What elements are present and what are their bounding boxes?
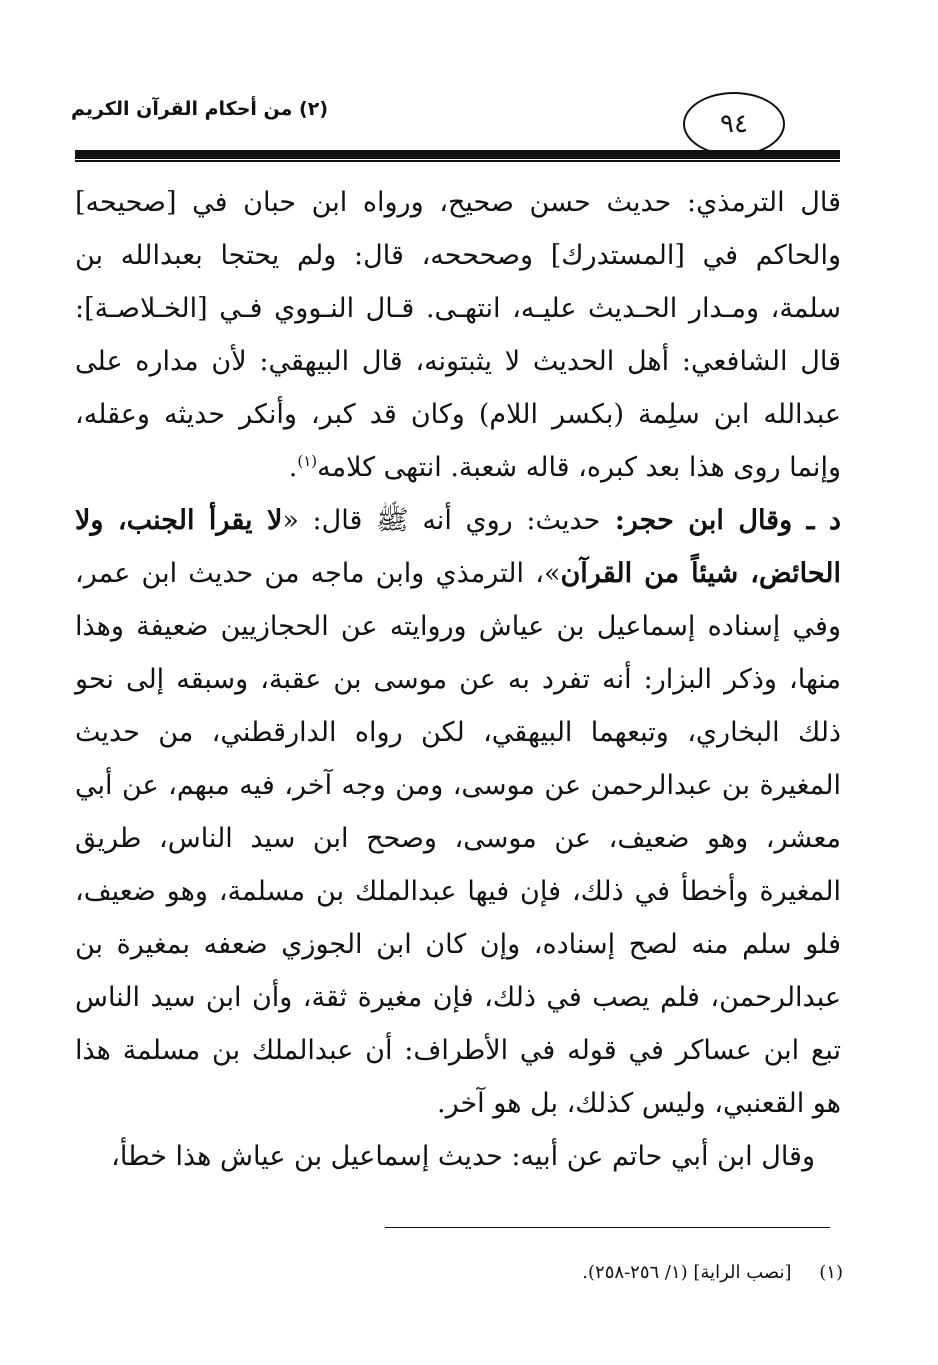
- paragraph: [75, 176, 841, 494]
- text-run: وقال ابن أبي حاتم عن أبيه: حديث إسماعيل بن عياش هذا خطأ،: [111, 1141, 815, 1172]
- paragraph: [75, 1130, 841, 1183]
- body-text: [75, 176, 841, 1183]
- header-rule-thick: [75, 150, 840, 159]
- footnote: [582, 1262, 843, 1283]
- footnote-text: [نصب الراية] (١/ ٢٥٦-٢٥٨).: [582, 1262, 792, 1283]
- footnote-reference: (١): [297, 452, 318, 470]
- text-run: .: [288, 452, 298, 483]
- page-header: [0, 0, 938, 170]
- page-number: ٩٤: [683, 92, 785, 156]
- text-run: قال الترمذي: حديث حسن صحيح، ورواه ابن حبان في [صحيحه] والحاكم في [المستدرك] وصحححه، قال: ولم يحتجا بعبدالله بن سلمة، ومـدار الحـديث عليـه، انتهـى. قـال النـووي فـي [الخـلاصـة]: قال الشافعي: أهل الحديث لا يثبتونه، قال البيهقي: لأن مداره على عبدالله ابن سلِمة (بكسر اللام) وكان قد كبر، وأنكر حديثه وعقله، وإنما روى هذا بعد كبره، قاله شعبة. انتهى كلامه: [75, 187, 841, 483]
- paragraph: [75, 494, 841, 1130]
- footnote-separator: [385, 1227, 830, 1228]
- header-rule-thin: [75, 160, 840, 162]
- bold-text: لا يقرأ الجنب، ولا الحائض، شيئاً من القرآن: [75, 505, 841, 589]
- footnote-number: (١): [819, 1262, 843, 1283]
- text-run: حديث: روي أنه ﷺ قال: «: [282, 505, 601, 536]
- text-run: »، الترمذي وابن ماجه من حديث ابن عمر، وفي إسناده إسماعيل بن عياش وروايته عن الحجازيين ضعيفة وهذا منها، وذكر البزار: أنه تفرد به عن موسى بن عقبة، وسبقه إلى نحو ذلك البخاري، وتبعهما البيهقي، لكن رواه الدارقطني، من حديث المغيرة بن عبدالرحمن عن موسى، ومن وجه آخر، فيه مبهم، عن أبي معشر، وهو ضعيف، عن موسى، وصحح ابن سيد الناس، طريق المغيرة وأخطأ في ذلك، فإن فيها عبدالملك بن مسلمة، وهو ضعيف، فلو سلم منه لصح إسناده، وإن كان ابن الجوزي ضعفه بمغيرة بن عبدالرحمن، فلم يصب في ذلك، فإن مغيرة ثقة، وأن ابن سيد الناس تبع ابن عساكر في قوله في الأطراف: أن عبدالملك بن مسلمة هذا هو القعنبي، وليس كذلك، بل هو آخر.: [75, 558, 841, 1119]
- running-title: (٢) من أحكام القرآن الكريم: [70, 98, 328, 120]
- bold-text: د ـ وقال ابن حجر:: [600, 505, 841, 536]
